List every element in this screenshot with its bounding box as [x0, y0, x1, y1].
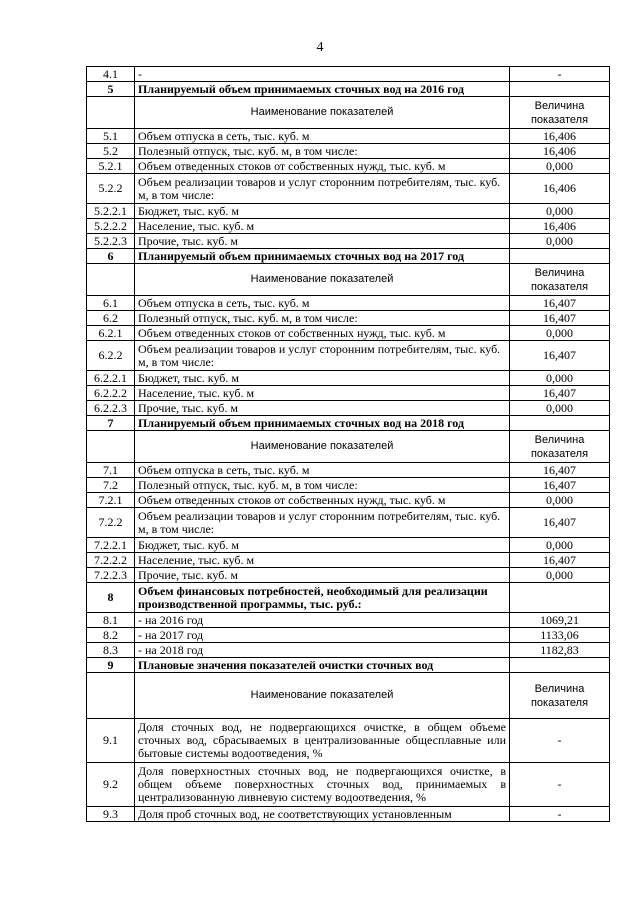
row-name: Объем реализации товаров и услуг сторонним потребителям, тыс. куб. м, в том числе: — [135, 174, 510, 204]
table-row — [87, 719, 610, 763]
row-value: 0,000 — [510, 568, 610, 583]
row-name: - на 2016 год — [135, 613, 510, 628]
section-value-blank — [510, 658, 610, 673]
column-header-row — [87, 673, 610, 719]
table-row — [87, 613, 610, 628]
table-row — [87, 371, 610, 386]
table-row — [87, 763, 610, 807]
row-name: Объем отпуска в сеть, тыс. куб. м — [135, 463, 510, 478]
row-number: 5.2.2.3 — [87, 234, 135, 249]
row-value: 0,000 — [510, 371, 610, 386]
row-number: 5.2.2 — [87, 174, 135, 204]
row-number: 6.1 — [87, 296, 135, 311]
row-name: Население, тыс. куб. м — [135, 219, 510, 234]
section-title: Планируемый объем принимаемых сточных вод на 2016 год — [135, 82, 510, 97]
row-name: - на 2017 год — [135, 628, 510, 643]
row-name: Доля сточных вод, не подвергающихся очистке, в общем объеме сточных вод, сбрасываемых в централизованные общесплавные или бытовые системы водоотведения, % — [135, 719, 510, 763]
row-name: Население, тыс. куб. м — [135, 553, 510, 568]
row-value: 16,407 — [510, 386, 610, 401]
row-value: - — [510, 807, 610, 822]
table-row — [87, 326, 610, 341]
row-name: Население, тыс. куб. м — [135, 386, 510, 401]
row-number: 5.1 — [87, 129, 135, 144]
row-value: - — [510, 763, 610, 807]
table-row — [87, 129, 610, 144]
header-blank — [87, 431, 135, 463]
section-number: 8 — [87, 583, 135, 613]
section-number: 6 — [87, 249, 135, 264]
table-row — [87, 204, 610, 219]
row-value: 16,407 — [510, 311, 610, 326]
table-row — [87, 219, 610, 234]
row-name: Прочие, тыс. куб. м — [135, 401, 510, 416]
row-value: 0,000 — [510, 538, 610, 553]
header-blank — [87, 264, 135, 296]
row-number: 6.2 — [87, 311, 135, 326]
table-row — [87, 568, 610, 583]
table-row — [87, 493, 610, 508]
row-name: Объем реализации товаров и услуг сторонним потребителям, тыс. куб. м, в том числе: — [135, 508, 510, 538]
table-row — [87, 807, 610, 822]
row-value: 0,000 — [510, 234, 610, 249]
header-name: Наименование показателей — [135, 431, 510, 463]
row-value: 16,407 — [510, 553, 610, 568]
row-value: 16,406 — [510, 219, 610, 234]
header-value: Величина показателя — [510, 673, 610, 719]
row-value: - — [510, 67, 610, 82]
table-row — [87, 67, 610, 82]
section-row — [87, 583, 610, 613]
table-row — [87, 508, 610, 538]
row-value: 0,000 — [510, 401, 610, 416]
row-number: 5.2.2.1 — [87, 204, 135, 219]
row-number: 6.2.2.1 — [87, 371, 135, 386]
row-number: 5.2 — [87, 144, 135, 159]
section-title: Объем финансовых потребностей, необходимый для реализации производственной программы, тыс. руб.: — [135, 583, 510, 613]
page-number: 4 — [316, 40, 324, 55]
section-number: 7 — [87, 416, 135, 431]
section-number: 5 — [87, 82, 135, 97]
header-blank — [87, 97, 135, 129]
row-value: 16,407 — [510, 341, 610, 371]
section-row — [87, 82, 610, 97]
row-name: Доля проб сточных вод, не соответствующих установленным — [135, 807, 510, 822]
header-value: Величина показателя — [510, 97, 610, 129]
header-name: Наименование показателей — [135, 673, 510, 719]
row-number: 7.2.2.3 — [87, 568, 135, 583]
row-number: 8.3 — [87, 643, 135, 658]
row-name: Бюджет, тыс. куб. м — [135, 371, 510, 386]
row-value: 16,407 — [510, 478, 610, 493]
row-name: Прочие, тыс. куб. м — [135, 568, 510, 583]
table-row — [87, 234, 610, 249]
row-value: 16,406 — [510, 129, 610, 144]
program-table — [86, 66, 610, 822]
row-number: 5.2.2.2 — [87, 219, 135, 234]
section-row — [87, 249, 610, 264]
header-name: Наименование показателей — [135, 97, 510, 129]
row-value: 0,000 — [510, 326, 610, 341]
section-title: Плановые значения показателей очистки сточных вод — [135, 658, 510, 673]
row-value: 0,000 — [510, 204, 610, 219]
row-name: Полезный отпуск, тыс. куб. м, в том числе: — [135, 311, 510, 326]
section-value-blank — [510, 82, 610, 97]
table-row — [87, 296, 610, 311]
row-name: - на 2018 год — [135, 643, 510, 658]
row-number: 6.2.2.3 — [87, 401, 135, 416]
row-name: Доля поверхностных сточных вод, не подвергающихся очистке, в общем объеме поверхностных сточных вод, принимаемых в централизованную ливневую систему водоотведения, % — [135, 763, 510, 807]
row-number: 8.2 — [87, 628, 135, 643]
row-name: Объем отведенных стоков от собственных нужд, тыс. куб. м — [135, 159, 510, 174]
row-value: 16,406 — [510, 144, 610, 159]
table-row — [87, 538, 610, 553]
row-number: 8.1 — [87, 613, 135, 628]
header-name: Наименование показателей — [135, 264, 510, 296]
column-header-row — [87, 264, 610, 296]
row-value: 16,406 — [510, 174, 610, 204]
row-name: Объем отведенных стоков от собственных нужд, тыс. куб. м — [135, 493, 510, 508]
section-number: 9 — [87, 658, 135, 673]
row-value: 0,000 — [510, 493, 610, 508]
table-row — [87, 643, 610, 658]
section-value-blank — [510, 249, 610, 264]
row-number: 6.2.2 — [87, 341, 135, 371]
table-row — [87, 401, 610, 416]
section-value-blank — [510, 416, 610, 431]
row-name: Полезный отпуск, тыс. куб. м, в том числе: — [135, 478, 510, 493]
row-number: 7.2.2.1 — [87, 538, 135, 553]
row-name: - — [135, 67, 510, 82]
table-row — [87, 311, 610, 326]
section-title: Планируемый объем принимаемых сточных вод на 2018 год — [135, 416, 510, 431]
row-name: Объем реализации товаров и услуг сторонним потребителям, тыс. куб. м, в том числе: — [135, 341, 510, 371]
row-value: 16,407 — [510, 296, 610, 311]
section-row — [87, 658, 610, 673]
row-number: 7.1 — [87, 463, 135, 478]
table-row — [87, 463, 610, 478]
row-value: 1133,06 — [510, 628, 610, 643]
table-row — [87, 159, 610, 174]
row-number: 9.2 — [87, 763, 135, 807]
row-number: 9.1 — [87, 719, 135, 763]
table-row — [87, 144, 610, 159]
row-name: Объем отпуска в сеть, тыс. куб. м — [135, 129, 510, 144]
section-value-blank — [510, 583, 610, 613]
table-row — [87, 341, 610, 371]
table-row — [87, 478, 610, 493]
column-header-row — [87, 97, 610, 129]
table-row — [87, 386, 610, 401]
section-title: Планируемый объем принимаемых сточных вод на 2017 год — [135, 249, 510, 264]
row-value: 1069,21 — [510, 613, 610, 628]
row-number: 5.2.1 — [87, 159, 135, 174]
row-name: Объем отпуска в сеть, тыс. куб. м — [135, 296, 510, 311]
row-number: 7.2 — [87, 478, 135, 493]
row-number: 9.3 — [87, 807, 135, 822]
table-row — [87, 628, 610, 643]
row-number: 7.2.2.2 — [87, 553, 135, 568]
table-row — [87, 553, 610, 568]
section-row — [87, 416, 610, 431]
row-name: Объем отведенных стоков от собственных нужд, тыс. куб. м — [135, 326, 510, 341]
row-name: Прочие, тыс. куб. м — [135, 234, 510, 249]
row-value: 1182,83 — [510, 643, 610, 658]
row-name: Бюджет, тыс. куб. м — [135, 204, 510, 219]
header-value: Величина показателя — [510, 264, 610, 296]
row-number: 6.2.2.2 — [87, 386, 135, 401]
column-header-row — [87, 431, 610, 463]
row-value: - — [510, 719, 610, 763]
row-number: 6.2.1 — [87, 326, 135, 341]
row-number: 7.2.2 — [87, 508, 135, 538]
header-value: Величина показателя — [510, 431, 610, 463]
table-row — [87, 174, 610, 204]
row-value: 0,000 — [510, 159, 610, 174]
row-number: 7.2.1 — [87, 493, 135, 508]
row-number: 4.1 — [87, 67, 135, 82]
header-blank — [87, 673, 135, 719]
table-body — [87, 67, 610, 822]
row-value: 16,407 — [510, 508, 610, 538]
row-name: Полезный отпуск, тыс. куб. м, в том числе: — [135, 144, 510, 159]
row-name: Бюджет, тыс. куб. м — [135, 538, 510, 553]
row-value: 16,407 — [510, 463, 610, 478]
